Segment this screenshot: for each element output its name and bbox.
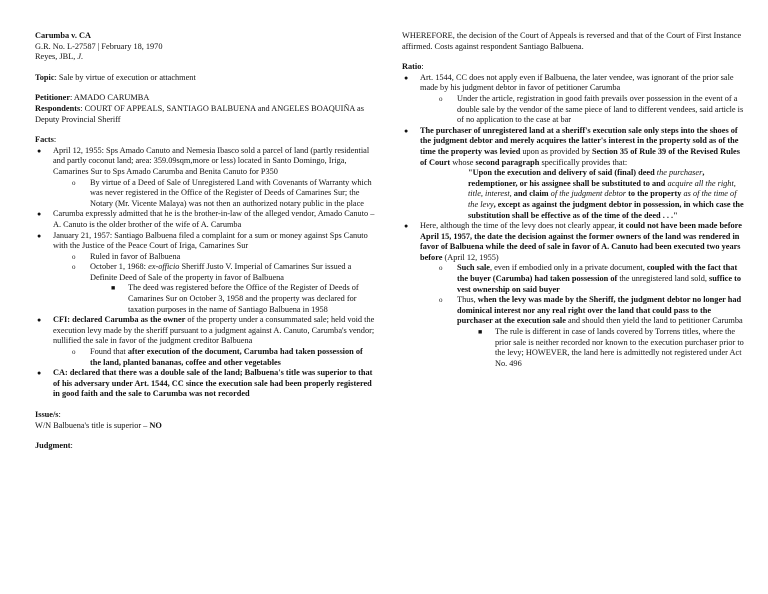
- ratio-text-bold: Section 35 of Rule 39 of the Revised Rules of Court: [420, 146, 740, 167]
- ratio-text-bold: Such sale: [457, 263, 490, 273]
- ratio-text: Thus,: [457, 295, 478, 305]
- issue-text: W/N Balbuena's title is superior –: [35, 420, 150, 430]
- gr-number: G.R. No. L-27587 | February 18, 1970: [35, 41, 163, 51]
- ratio-text: (April 12, 1955): [442, 252, 499, 262]
- fact-text: October 1, 1968:: [90, 262, 149, 272]
- fact-text-bold: after execution of the document, Carumba had taken possession of the land, planted bananas, coffee and other vegetables: [90, 347, 363, 367]
- list-item: [402, 327, 747, 369]
- bullet-marker: ●: [404, 222, 409, 231]
- quote-bold: and claim: [511, 189, 551, 199]
- list-item: [35, 262, 375, 283]
- list-item: [35, 315, 375, 347]
- quote-bold: , redemptioner, or his assignee shall be substituted to and: [468, 168, 705, 188]
- fact-text-italic: ex-officio: [148, 262, 180, 272]
- ratio-colon: :: [421, 62, 424, 72]
- ratio-text-bold: when the levy was made by the Sheriff, the judgment debtor no longer had dominical interest nor any real right over the land that could pass to the purchaser at the execution sale: [457, 295, 742, 326]
- bullet-marker: ●: [37, 369, 42, 378]
- fact-text: January 21, 1957: Santiago Balbuena filed a complaint for a sum or money against Sps Canuto with the Justice of the Peace Court of Iriga, Camarines Sur: [53, 230, 368, 251]
- ratio-text: the unregistered land sold,: [617, 274, 709, 284]
- bullet-marker: ●: [37, 231, 42, 240]
- ratio-text: whose: [450, 157, 476, 167]
- issue-answer: NO: [149, 420, 162, 430]
- issue-colon: :: [58, 410, 61, 419]
- issue-line: [35, 421, 375, 432]
- issue-label: Issue/s: [35, 410, 59, 419]
- fact-text: Sheriff Justo V. Imperial of Camarines Sur issued a Definite Deed of Sale of the property in favor of Balbuena: [90, 262, 352, 282]
- ratio-text: and should then yield the land to petitioner Carumba: [565, 316, 743, 326]
- list-item: [35, 209, 375, 230]
- judgment-heading: [35, 441, 375, 452]
- bullet-marker: ●: [404, 126, 409, 135]
- fact-text: Found that: [90, 347, 128, 357]
- list-item: [35, 146, 375, 178]
- petitioner-value: : AMADO CARUMBA: [70, 93, 150, 103]
- list-item: [402, 263, 747, 295]
- quote-italic: as of the time of the levy: [468, 189, 737, 209]
- topic-value: : Sale by virtue of execution or attachment: [54, 72, 196, 82]
- ratio-text-bold: it could not have been made before April 15, 1957, the date the decision against the former owners of the land was rendered in favor of Balbuena while the deed of sale in favor of A. Canuto had been executed two years before: [420, 221, 742, 262]
- bullet-marker: ●: [404, 73, 409, 82]
- circle-marker: o: [72, 178, 76, 187]
- fact-text: By virtue of a Deed of Sale of Unregistered Land with Covenants of Warranty which was never registered in the Office of the Register of Deeds of Camarines Sur; the Notary (Mr. Vicente Malaya) was not then an authorized notary public in the place: [90, 177, 372, 208]
- fact-text: Ruled in favor of Balbuena: [90, 251, 181, 261]
- petitioner-line: [35, 93, 375, 104]
- bullet-marker: ●: [37, 146, 42, 155]
- facts-list: [35, 146, 375, 400]
- circle-marker: o: [439, 296, 443, 305]
- ratio-text-bold: second paragraph: [475, 157, 540, 167]
- list-item: [402, 126, 747, 168]
- quote-italic: acquire all the right, title, interest,: [468, 178, 736, 199]
- ratio-text-bold: The purchaser of unregistered land at a sheriff's execution sale only steps into the shoes of the judgment debtor and merely acquires the latter's interest in the property sold as of the time the property was levied: [420, 125, 739, 156]
- ratio-text: Here, although the time of the levy does not clearly appear,: [420, 221, 619, 231]
- facts-heading: [35, 135, 375, 146]
- case-title: Carumba v. CA: [35, 31, 92, 40]
- respondents-label: Respondents: [35, 103, 81, 113]
- list-item: [402, 221, 747, 263]
- respondents-value: : COURT OF APPEALS, SANTIAGO BALBUENA and ANGELES BOAQUIÑA as Deputy Provincial Sheriff: [35, 103, 364, 124]
- ratio-text: The rule is different in case of lands covered by Torrens titles, where the prior sale is neither recorded nor known to the execution purchaser prior to the levy; HOWEVER, the land here is admittedly not registered under Act No. 496: [495, 327, 744, 368]
- ratio-list: [402, 73, 747, 370]
- facts-colon: :: [53, 135, 57, 145]
- issue-heading: [35, 410, 375, 421]
- quote-italic: of the judgment debtor: [550, 189, 627, 199]
- ratio-text: , even if embodied only in a private document,: [489, 263, 647, 273]
- fact-text: The deed was registered before the Office of the Register of Deeds of Camarines Sur on October 3, 1958 and the property was declared for taxation purposes in the name of Santiago Balbuena in 1958: [128, 283, 359, 314]
- bullet-marker: ●: [37, 210, 42, 219]
- respondents-line: [35, 104, 375, 125]
- judgment-colon: :: [70, 441, 73, 451]
- list-item: [35, 368, 375, 400]
- bullet-marker: ●: [37, 316, 42, 325]
- fact-text: Carumba expressly admitted that he is the brother-in-law of the alleged vendor, Amado Canuto – A. Canuto is the older brother of the wife of A. Carumba: [53, 209, 375, 229]
- circle-marker: o: [439, 94, 443, 103]
- ponente: [35, 52, 375, 63]
- fact-text-bold: CFI: declared Carumba as the owner: [53, 315, 186, 325]
- quote-italic: the purchaser: [656, 168, 703, 178]
- list-item: [35, 178, 375, 210]
- list-item: [402, 94, 747, 126]
- judgment-label: Judgment: [35, 441, 71, 451]
- square-marker: ■: [478, 328, 483, 337]
- quoted-provision: [402, 168, 747, 221]
- ratio-text: specifically provides that:: [539, 157, 628, 167]
- petitioner-label: Petitioner: [35, 93, 71, 103]
- fact-text-bold: CA: declared that there was a double sale of the land; Balbuena's title was superior to that of his adversary under Art. 1544, CC since the execution sale had been properly registered in good faith and the sale to Carumba was not recorded: [53, 368, 373, 399]
- quote-bold: to the property: [626, 189, 684, 199]
- list-item: [402, 295, 747, 327]
- ratio-text: upon as provided by: [520, 146, 592, 156]
- ratio-text: Under the article, registration in good faith prevails over possession in the event of a double sale by the vendor of the same piece of land to different vendees, said article is of no application to the case at bar: [457, 93, 744, 125]
- ponente-name: Reyes, JBL,: [35, 52, 78, 62]
- topic-line: [35, 73, 375, 84]
- ratio-label: Ratio: [402, 62, 422, 72]
- ratio-text: Art. 1544, CC does not apply even if Balbuena, the later vendee, was ignorant of the prior sale made by his judgment debtor in favor of petitioner Carumba: [420, 72, 734, 93]
- list-item: [35, 347, 375, 368]
- circle-marker: o: [72, 263, 76, 272]
- circle-marker: o: [439, 264, 443, 273]
- list-item: [35, 231, 375, 252]
- fact-text: of the property under a consummated sale; held void the execution levy made by the sheriff pursuant to a judgment against A. Canuto, Carumba's vendor; nullified the sale in favor of the judgment creditor Balbuena: [53, 315, 375, 346]
- topic-label: Topic: [35, 72, 55, 82]
- quote-bold: , except as against the judgment debtor in possession, in which case the substitution shall be effective as of the time of the deed . . .": [468, 199, 744, 220]
- circle-marker: o: [72, 348, 76, 357]
- list-item: [402, 73, 747, 94]
- left-column: [35, 31, 375, 452]
- ponente-suffix: J.: [77, 52, 84, 62]
- list-item: [35, 283, 375, 315]
- wherefore-paragraph: WHEREFORE, the decision of the Court of Appeals is reversed and that of the Court of First Instance affirmed. Costs against respondent Santiago Balbuena.: [402, 31, 742, 51]
- ratio-text-bold: suffice to vest ownership on said buyer: [457, 274, 742, 294]
- square-marker: ■: [111, 284, 116, 293]
- ratio-heading: [402, 62, 747, 73]
- quote-bold: "Upon the execution and delivery of said (final) deed: [468, 168, 657, 178]
- circle-marker: o: [72, 252, 76, 261]
- list-item: [35, 252, 375, 263]
- right-column: [402, 31, 747, 369]
- fact-text: April 12, 1955: Sps Amado Canuto and Nemesia Ibasco sold a parcel of land (partly residential and partly coconut land; area: 359.09sqm,more or less) located in Santo Domingo, Iriga, Camarines Sur to Sps Amado Carumba and Benita Canuto for P350: [53, 145, 370, 176]
- facts-label: Facts: [35, 135, 54, 145]
- ratio-text-bold: coupled with the fact that the buyer (Carumba) had taken possession of: [457, 263, 738, 284]
